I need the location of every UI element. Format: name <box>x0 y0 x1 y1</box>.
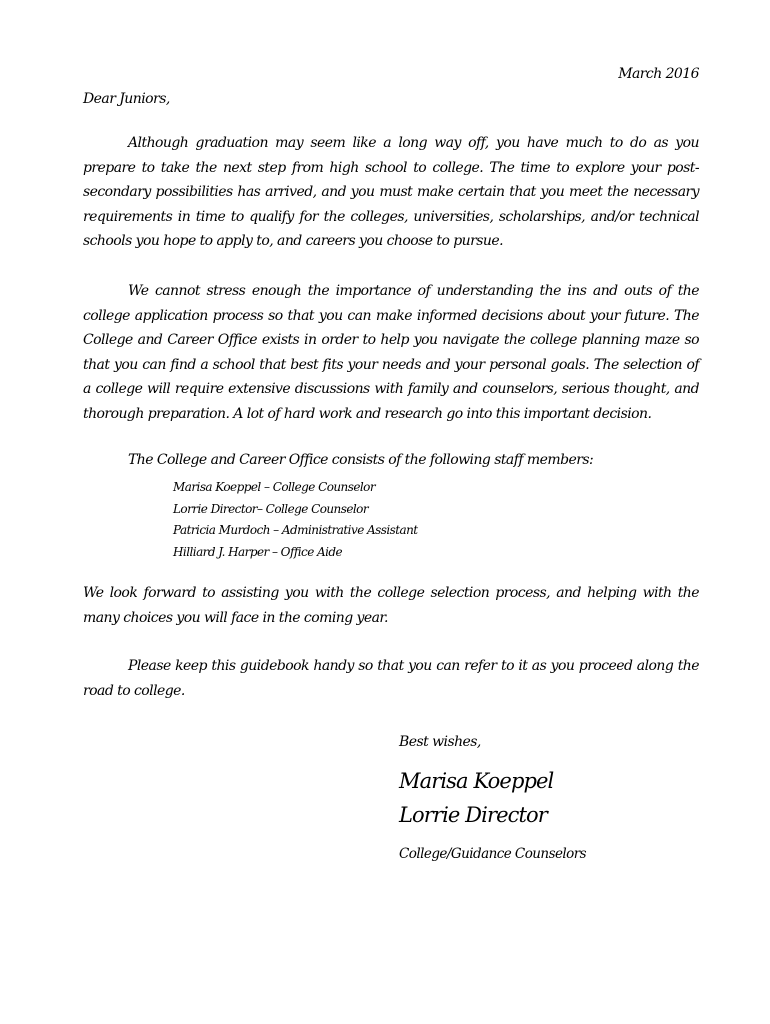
signature-koeppel: Marisa Koeppel <box>399 769 554 793</box>
signer-title: College/Guidance Counselors <box>399 846 587 862</box>
letter-date: March 2016 <box>618 66 699 82</box>
staff-list <box>173 477 418 563</box>
staff-intro: The College and Career Office consists of the following staff members: <box>128 452 594 468</box>
closing: Best wishes, <box>399 734 481 750</box>
signature-director: Lorrie Director <box>399 803 547 827</box>
paragraph-process: We cannot stress enough the importance of understanding the ins and outs of the college application process so that you can make informed decisions about your future. The College and Career Office exists in order to help you navigate the college planning maze so that you can find a school that best fits your needs and your personal goals. The selection of a college will require extensive discussions with family and counselors, serious thought, and thorough preparation. A lot of hard work and research go into this important decision. <box>83 283 699 422</box>
staff-member: Hilliard J. Harper – Office Aide <box>173 544 343 559</box>
paragraph-look-forward: We look forward to assisting you with the college selection process, and helping with the many choices you will face in the coming year. <box>83 585 699 626</box>
salutation: Dear Juniors, <box>83 91 170 107</box>
staff-member: Patricia Murdoch – Administrative Assistant <box>173 523 418 537</box>
staff-member: Marisa Koeppel – College Counselor <box>173 480 376 494</box>
paragraph-guidebook: Please keep this guidebook handy so that you can refer to it as you proceed along the road to college. <box>83 658 699 699</box>
paragraph-intro: Although graduation may seem like a long way off, you have much to do as you prepare to take the next step from high school to college. The time to explore your post-secondary possibilities has arrived, and you must make certain that you meet the necessary requirements in time to qualify for the colleges, universities, scholarships, and/or technical schools you hope to apply to, and careers you choose to pursue. <box>83 135 699 249</box>
staff-member: Lorrie Director– College Counselor <box>173 501 369 516</box>
